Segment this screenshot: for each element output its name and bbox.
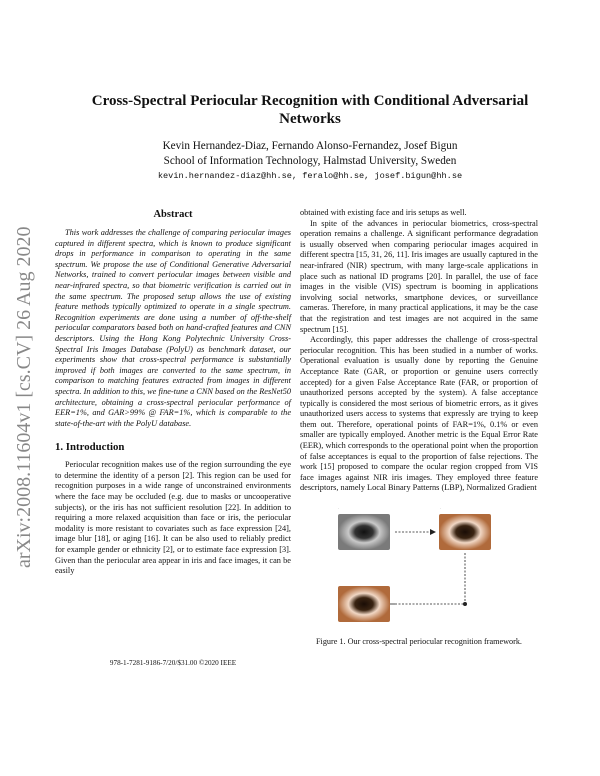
abstract-heading: Abstract	[153, 209, 193, 220]
figure-1	[300, 500, 538, 750]
intro-heading: 1. Introduction	[55, 441, 125, 454]
right-column	[300, 208, 538, 750]
left-column	[55, 208, 291, 577]
vis-converted-eye-image	[439, 514, 491, 550]
vis-eye-image	[338, 586, 390, 622]
arxiv-stamp-text: arXiv:2008.11604v1 [cs.CV] 26 Aug 2020	[13, 226, 35, 568]
nir-label-top: ·	[338, 507, 340, 512]
paragraph-1: obtained with existing face and iris setups as well.	[300, 208, 467, 217]
comparison-node	[463, 602, 467, 606]
paragraph-3: Accordingly, this paper addresses the challenge of cross-spectral periocular recognition. This has been studied in a number of works. Operational evaluation is usually done by reporting the Genuine Acceptance Rate (GAR, or proportion or genuine users correctly accepted) for a given False Acceptance Rate (FAR, or proportion of unauthorized persons accepted by the system). A false acceptance typically is considered the most serious of biometric errors, as it gives unauthorized users access to systems that expressly are trying to keep them out. Therefore, operational points of FAR=1%, 0.1% or even smaller are typically employed. Another metric is the Equal Error Rate (EER), which corresponds to the operational point when the proportion of false acceptances is equal to the proportion of false rejections. The work [15] proposed to compare the ocular region cropped from VIS face images against NIR iris images. They employed three feature descriptors, namely Local Binary Patterns (LBP), Normalized Gradient	[300, 335, 538, 493]
convert-arrowhead	[430, 529, 436, 535]
emails: kevin.hernandez-diaz@hh.se, feralo@hh.se, josef.bigun@hh.se	[157, 171, 463, 181]
author-block	[60, 139, 560, 169]
abstract-text: This work addresses the challenge of comparing periocular images captured in different spectra, which is known to produce significant drops in performance in comparison to operating in the same spectrum. We propose the use of Conditional Generative Adversarial Networks, trained to convert periocular images between visible and near-infrared spectra, so that biometric verification is carried out in the same spectrum. The proposed setup allows the use of existing feature methods typically optimized to operate in a single spectrum. Recognition experiments are done using a number of off-the-shelf periocular comparators based both on hand-crafted features and CNN descriptors. Using the Hong Kong Polytechnic University Cross-Spectral Iris Images Database (PolyU) as benchmark dataset, our experiments show that cross-spectral performance is substantially improved if both images are converted to the same spectrum, in comparison to matching features extracted from images in different spectra. In addition to this, we fine-tune a CNN based on the ResNet50 architecture, obtaining a cross-spectral periocular performance of EER=1%, and GAR>99% @ FAR=1%, which is comparable to the state-of-the-art with the PolyU database.	[55, 228, 291, 428]
figure-caption: Figure 1. Our cross-spectral periocular recognition framework.	[316, 637, 522, 647]
intro-paragraph: Periocular recognition makes use of the region surrounding the eye to determine the identity of a person [2]. This region can be used for recognition purposes in a wide range of unconstrained environments where the face may be occluded (e.g. due to masks or uncooperative subjects), or the iris has not sufficient resolution [22]. In addition to requiring a more relaxed acquisition than face or iris, the periocular modality is more resistant to covariates such as face expression [24], image blur [18], or aging [16]. It can be also used to reliably predict for example gender or ethnicity [2], or to estimate face expression [3]. Given than the periocular area appear in iris and face images, it can be easily	[55, 460, 291, 576]
vis-label-top: ·	[440, 507, 442, 512]
copyright-footer: 978-1-7281-9186-7/20/$31.00 ©2020 IEEE	[109, 659, 237, 667]
nir-eye-image	[338, 514, 390, 550]
paper-title: Cross-Spectral Periocular Recognition with Conditional Adversarial Networks	[91, 93, 529, 127]
authors: Kevin Hernandez-Diaz, Fernando Alonso-Fernandez, Josef Bigun	[162, 140, 458, 152]
arxiv-stamp-svg	[4, 200, 40, 570]
framework-diagram	[300, 500, 538, 640]
affiliation: School of Information Technology, Halmstad University, Sweden	[163, 155, 457, 167]
arxiv-stamp	[4, 200, 40, 570]
paragraph-2: In spite of the advances in periocular biometrics, cross-spectral operation remains a challenge. A significant performance degradation is usually observed when comparing periocular images acquired in different spectra [15, 31, 26, 11]. Iris images are usually captured in the near-infrared (NIR) spectrum, with many large-scale applications in place such as national ID programs [20]. In parallel, the use of face images in the visible (VIS) spectrum is booming in applications involving social networks, smartphone devices, or surveillance cameras. Therefore, in many practical applications, it may be the case that the registration and test images are not acquired in the same spectrum [15].	[300, 218, 538, 334]
